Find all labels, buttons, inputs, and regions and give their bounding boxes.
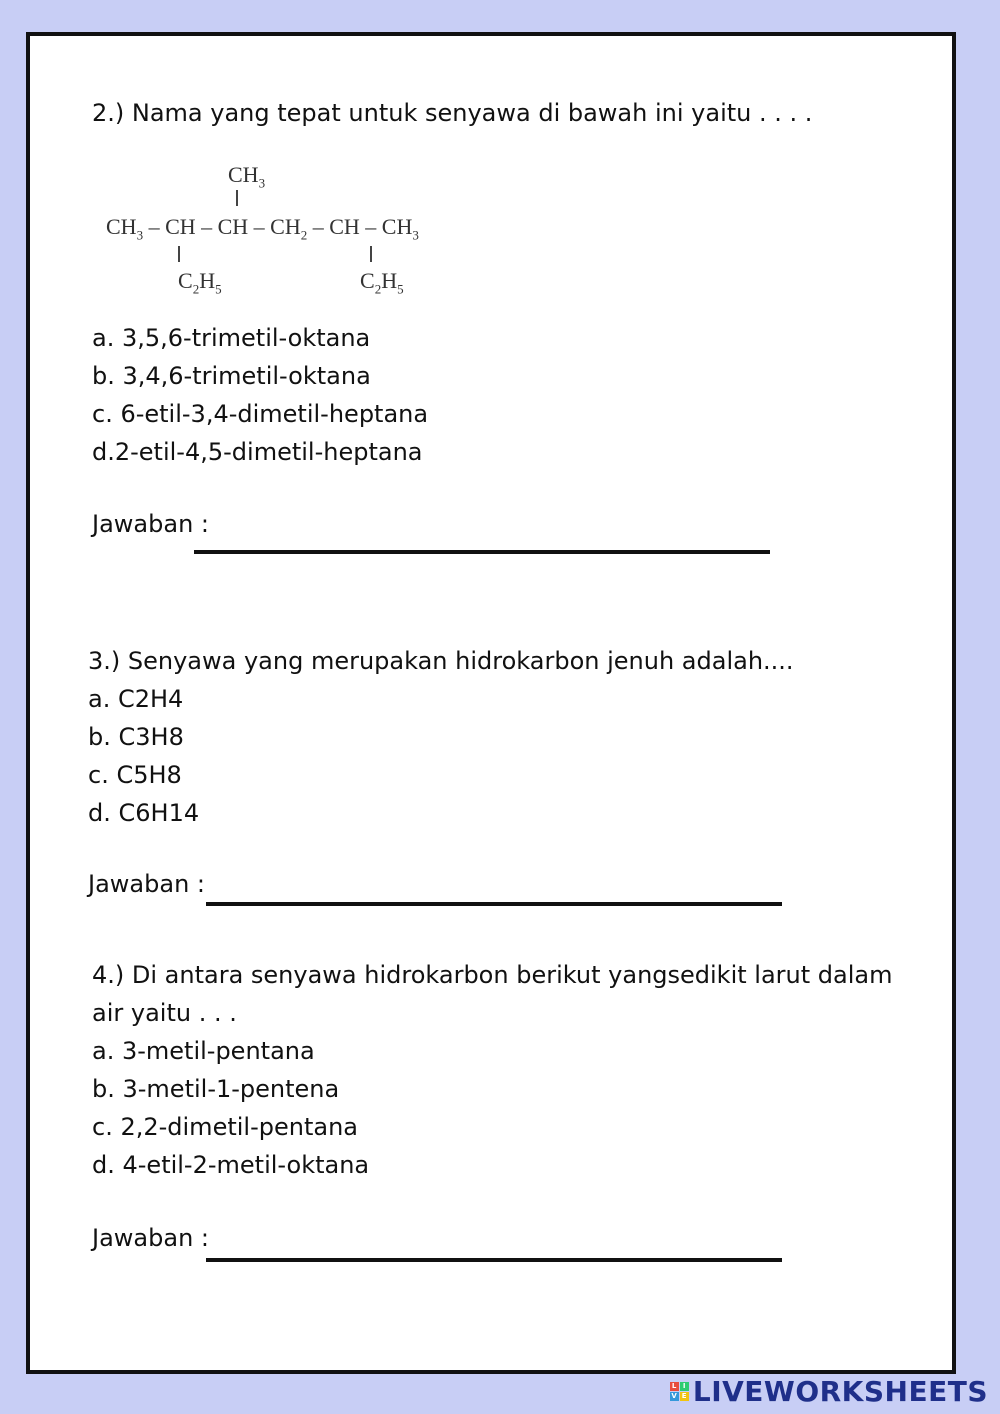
option-2b[interactable]: b. 3,4,6-trimetil-oktana (92, 362, 371, 390)
answer-field-3[interactable] (206, 902, 782, 906)
answer-field-4[interactable] (206, 1258, 782, 1262)
liveworksheets-logo[interactable] (670, 1375, 988, 1408)
question-3-text: 3.) Senyawa yang merupakan hidrokarbon jenuh adalah.... (88, 647, 794, 675)
option-4b[interactable]: b. 3-metil-1-pentena (92, 1075, 340, 1103)
question-4 (92, 956, 922, 1184)
answer-field-2[interactable] (194, 550, 770, 554)
question-2 (92, 94, 922, 132)
answer-label-3: Jawaban : (88, 870, 205, 898)
formula-bottom-left: $C_2H_5$ (178, 268, 222, 297)
logo-icon: L I V E (671, 1382, 688, 1400)
answer-label-2: Jawaban : (92, 510, 209, 538)
question-2-options (92, 319, 922, 471)
option-4a[interactable]: a. 3-metil-pentana (92, 1037, 315, 1065)
formula-top-branch: $CH_3$ (228, 162, 266, 191)
option-2d[interactable]: d.2-etil-4,5-dimetil-heptana (92, 438, 423, 466)
option-4d[interactable]: d. 4-etil-2-metil-oktana (92, 1151, 370, 1179)
structural-formula (102, 156, 522, 306)
option-4c[interactable]: c. 2,2-dimetil-pentana (92, 1113, 358, 1141)
question-2-text: 2.) Nama yang tepat untuk senyawa di bawah ini yaitu . . . . (92, 99, 813, 127)
option-3c[interactable]: c. C5H8 (88, 761, 182, 789)
formula-bottom-right: $C_2H_5$ (360, 268, 404, 297)
option-3b[interactable]: b. C3H8 (88, 723, 184, 751)
option-3a[interactable]: a. C2H4 (88, 685, 184, 713)
option-2c[interactable]: c. 6-etil-3,4-dimetil-heptana (92, 400, 429, 428)
question-4-text: 4.) Di antara senyawa hidrokarbon berikut yangsedikit larut dalam air yaitu . . . (92, 961, 893, 1027)
answer-label-4: Jawaban : (92, 1224, 209, 1252)
question-3 (88, 642, 918, 832)
formula-main-chain: $CH_3$ – CH – CH – $CH_2$ – CH – $CH_3$ (106, 214, 419, 243)
logo-text: LIVEWORKSHEETS (692, 1375, 988, 1408)
option-3d[interactable]: d. C6H14 (88, 799, 200, 827)
option-2a[interactable]: a. 3,5,6-trimetil-oktana (92, 324, 371, 352)
worksheet-page (26, 32, 956, 1374)
